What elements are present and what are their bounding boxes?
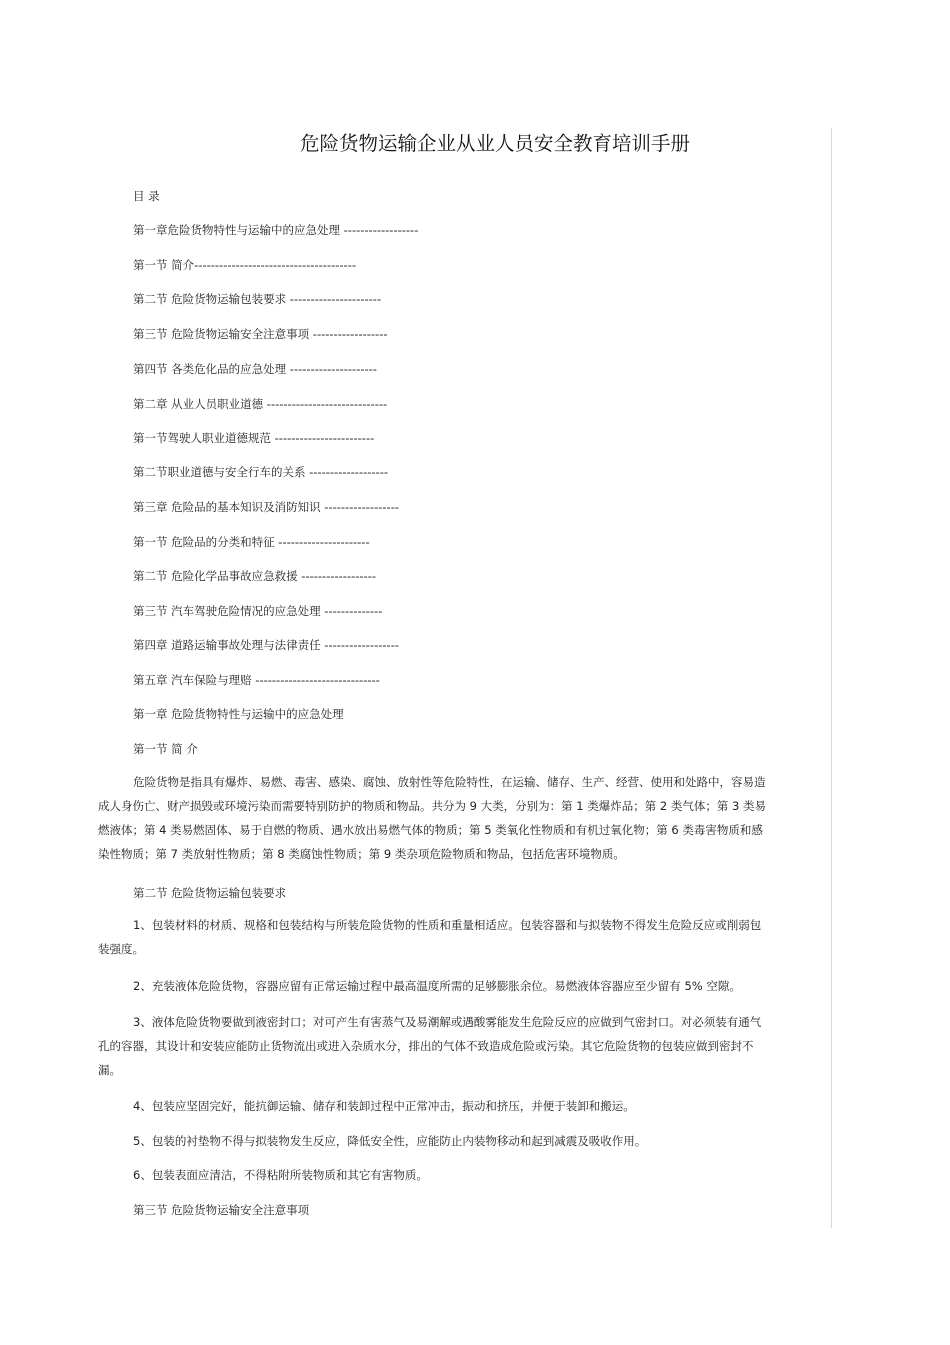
paragraph-line: 3、液体危险货物要做到液密封口；对可产生有害蒸气及易潮解或遇酸雾能发生危险反应的应做到气密封口。对必须装有通气	[133, 1015, 762, 1029]
packaging-item-1	[98, 913, 833, 961]
paragraph-line: 2、充装液体危险货物，容器应留有正常运输过程中最高温度所需的足够膨胀余位。易燃液体容器应至少留有 5% 空隙。	[133, 979, 741, 993]
toc-entry: 第一节驾驶人职业道德规范 ------------------------	[133, 431, 375, 445]
packaging-item-2	[98, 974, 833, 998]
packaging-item-5	[98, 1129, 833, 1153]
toc-entry: 第一节 简介---------------------------------------	[133, 258, 356, 272]
paragraph-line: 燃液体；第 4 类易燃固体、易于自燃的物质、遇水放出易燃气体的物质；第 5 类氧化性物质和有机过氧化物；第 6 类毒害物质和感	[98, 823, 763, 837]
section-heading: 第三节 危险货物运输安全注意事项	[133, 1203, 310, 1217]
toc-entry: 第四章 道路运输事故处理与法律责任 ------------------	[133, 638, 400, 652]
toc-entry: 第三节 汽车驾驶危险情况的应急处理 --------------	[133, 604, 383, 618]
packaging-item-6	[98, 1163, 833, 1187]
section-heading: 第二节 危险货物运输包装要求	[133, 886, 287, 900]
toc-entry: 第三节 危险货物运输安全注意事项 ------------------	[133, 327, 388, 341]
toc-entry: 第四节 各类危化品的应急处理 ---------------------	[133, 362, 377, 376]
toc-entry: 第一章危险货物特性与运输中的应急处理 ------------------	[133, 223, 419, 237]
paragraph-line: 5、包装的衬垫物不得与拟装物发生反应，降低安全性，应能防止内装物移动和起到减震及吸收作用。	[133, 1134, 647, 1148]
paragraph-line: 4、包装应坚固完好，能抗御运输、储存和装卸过程中正常冲击，振动和挤压，并便于装卸和搬运。	[133, 1099, 635, 1113]
packaging-item-3	[98, 1010, 833, 1082]
toc-entry: 第二节职业道德与安全行车的关系 -------------------	[133, 465, 388, 479]
paragraph-line: 装强度。	[98, 942, 144, 956]
paragraph-line: 6、包装表面应清洁，不得粘附所装物质和其它有害物质。	[133, 1168, 428, 1182]
chapter-heading: 第一章 危险货物特性与运输中的应急处理	[133, 707, 344, 721]
intro-paragraph	[98, 770, 833, 866]
toc-entry: 第一节 危险品的分类和特征 ----------------------	[133, 535, 370, 549]
packaging-item-4	[98, 1094, 833, 1118]
paragraph-line: 染性物质；第 7 类放射性物质；第 8 类腐蚀性物质；第 9 类杂项危险物质和物品，包括危害环境物质。	[98, 847, 625, 861]
toc-entry: 第五章 汽车保险与理赔 ------------------------------	[133, 673, 380, 687]
paragraph-line: 1、包装材料的材质、规格和包装结构与所装危险货物的性质和重量相适应。包装容器和与拟装物不得发生危险反应或削弱包	[133, 918, 762, 932]
section-heading: 第一节 简 介	[133, 742, 198, 756]
toc-entry: 第二章 从业人员职业道德 -----------------------------	[133, 397, 388, 411]
toc-entry: 第三章 危险品的基本知识及消防知识 ------------------	[133, 500, 400, 514]
paragraph-line: 成人身伤亡、财产损毁或环境污染而需要特别防护的物质和物品。共分为 9 大类，分别为：第 1 类爆炸品；第 2 类气体；第 3 类易	[98, 799, 767, 813]
paragraph-line: 漏。	[98, 1063, 121, 1077]
toc-entry: 第二节 危险化学品事故应急救援 ------------------	[133, 569, 377, 583]
toc-entry: 第二节 危险货物运输包装要求 ----------------------	[133, 292, 382, 306]
toc-heading: 目 录	[133, 189, 160, 203]
paragraph-line: 孔的容器，其设计和安装应能防止货物流出或进入杂质水分，排出的气体不致造成危险或污染。其它危险货物的包装应做到密封不	[98, 1039, 754, 1053]
paragraph-line: 危险货物是指具有爆炸、易燃、毒害、感染、腐蚀、放射性等危险特性，在运输、储存、生产、经营、使用和处路中，容易造	[133, 775, 766, 789]
document-title: 危险货物运输企业从业人员安全教育培训手册	[300, 132, 691, 155]
